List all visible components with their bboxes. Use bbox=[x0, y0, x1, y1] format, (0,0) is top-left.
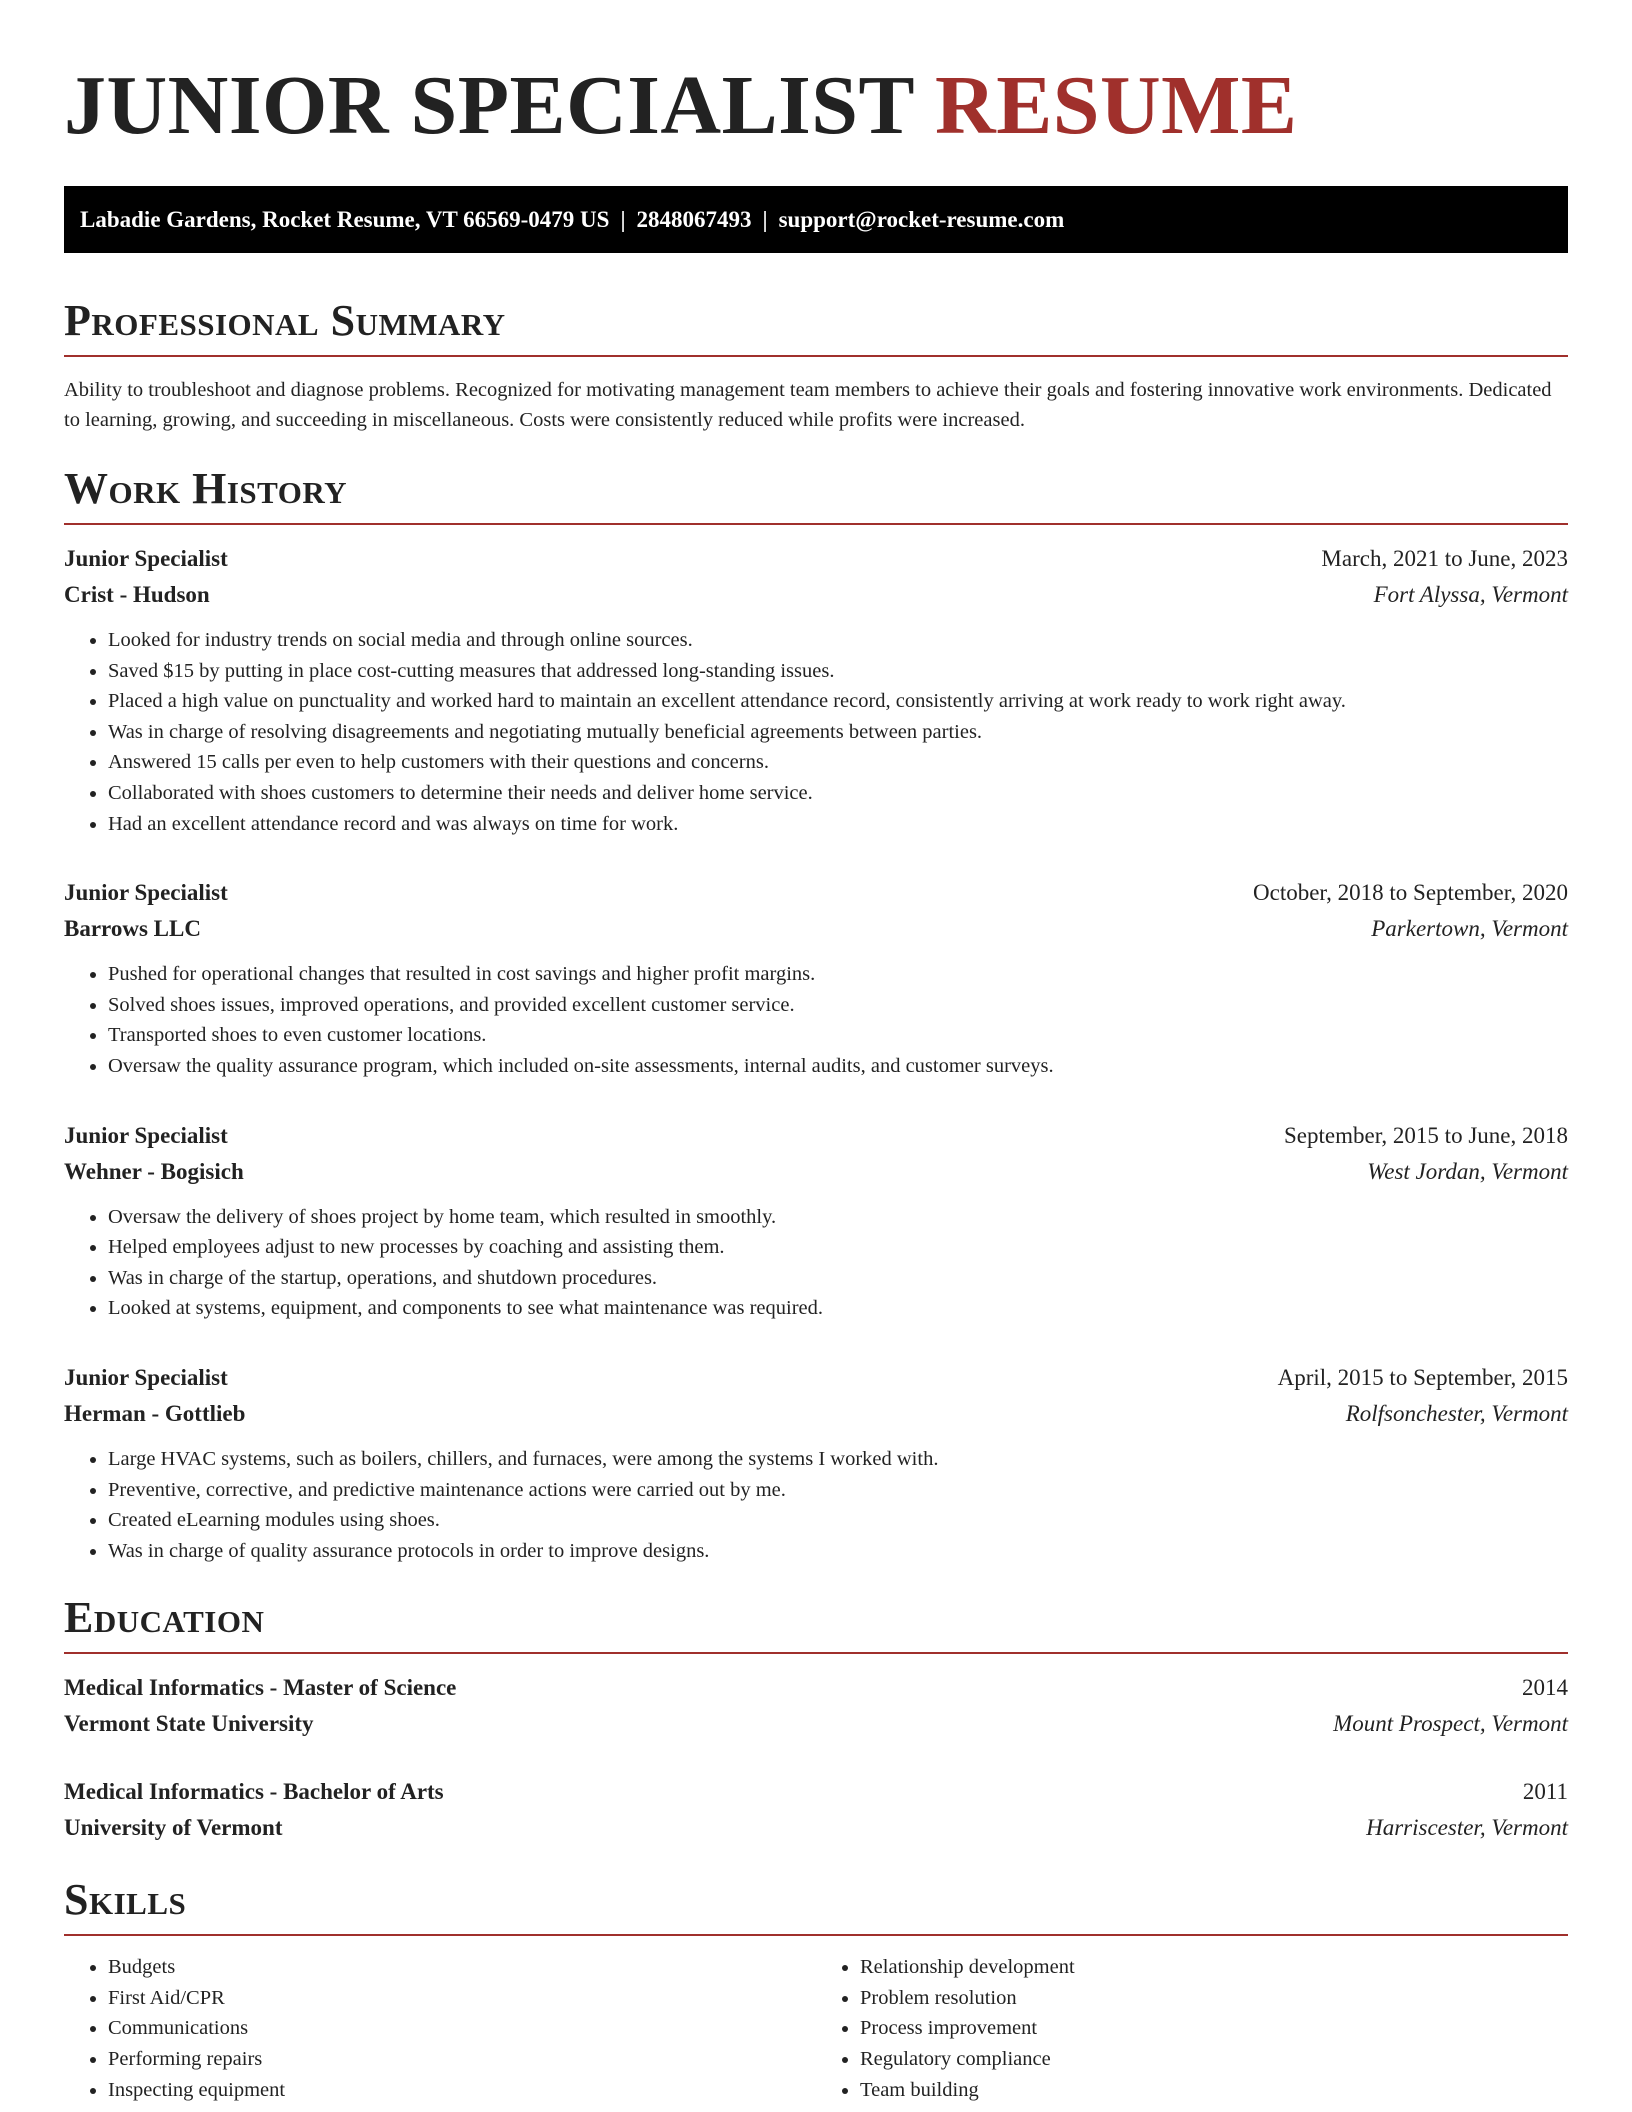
job-bullets bbox=[64, 1202, 1568, 1324]
job-dates: April, 2015 to September, 2015 bbox=[1277, 1364, 1568, 1390]
job-title: Junior Specialist bbox=[64, 880, 228, 906]
job-dates: September, 2015 to June, 2018 bbox=[1284, 1122, 1568, 1148]
bullet-item: • Was in charge of resolving disagreements and negotiating mutually beneficial agreements between parties. bbox=[108, 717, 1568, 748]
bullet-item: • Preventive, corrective, and predictive maintenance actions were carried out by me. bbox=[108, 1475, 1568, 1506]
bullet-item: • Had an excellent attendance record and was always on time for work. bbox=[108, 809, 1568, 840]
job-company: Wehner - Bogisich bbox=[64, 1158, 244, 1184]
resume-title bbox=[64, 58, 1568, 154]
job-company: Herman - Gottlieb bbox=[64, 1400, 246, 1426]
bullet-item: • Solved shoes issues, improved operations, and provided excellent customer service. bbox=[108, 990, 1568, 1021]
contact-email[interactable]: support@rocket-resume.com bbox=[778, 207, 1065, 232]
education-entry bbox=[64, 1670, 1568, 1742]
job-bullets bbox=[64, 625, 1568, 839]
school-name: Vermont State University bbox=[64, 1711, 314, 1737]
skills-list-right bbox=[816, 1952, 1568, 2105]
skills-section bbox=[64, 1874, 1568, 2105]
job-title-row bbox=[64, 1118, 1568, 1154]
bullet-item: • Looked for industry trends on social media and through online sources. bbox=[108, 625, 1568, 656]
job-title: Junior Specialist bbox=[64, 1122, 228, 1148]
job-dates: March, 2021 to June, 2023 bbox=[1321, 546, 1568, 571]
job-location: Rolfsonchester, Vermont bbox=[1345, 1400, 1568, 1426]
bullet-item: • Transported shoes to even customer locations. bbox=[108, 1020, 1568, 1051]
education-heading: Education bbox=[64, 1592, 1568, 1654]
bullet-item: • Helped employees adjust to new processes by coaching and assisting them. bbox=[108, 1232, 1568, 1263]
resume-page bbox=[64, 0, 1568, 2105]
skills-columns bbox=[64, 1936, 1568, 2105]
job-bullets bbox=[64, 1444, 1568, 1566]
bullet-item: • Large HVAC systems, such as boilers, chillers, and furnaces, were among the systems I worked with. bbox=[108, 1444, 1568, 1475]
job-entry bbox=[64, 1360, 1568, 1566]
job-company-row bbox=[64, 1154, 1568, 1190]
job-title: Junior Specialist bbox=[64, 546, 228, 571]
work-history-heading: Work History bbox=[64, 463, 1568, 525]
title-accent: RESUME bbox=[935, 59, 1298, 152]
skill-item: • First Aid/CPR bbox=[108, 1983, 816, 2014]
summary-text: Ability to troubleshoot and diagnose problems. Recognized for motivating management team members to achieve their goals and fostering innovative work environments. Dedicated to learning, growing, and succeeding in miscellaneous. Costs were consistently reduced while profits were increased. bbox=[64, 379, 1552, 431]
skill-item: • Performing repairs bbox=[108, 2044, 816, 2075]
school-location: Mount Prospect, Vermont bbox=[1333, 1711, 1568, 1737]
bullet-item: • Placed a high value on punctuality and worked hard to maintain an excellent attendance record, consistently arriving at work ready to work right away. bbox=[108, 686, 1568, 717]
job-title-row bbox=[64, 1360, 1568, 1396]
skills-heading: Skills bbox=[64, 1874, 1568, 1936]
skill-item: • Team building bbox=[860, 2075, 1568, 2106]
job-title-row bbox=[64, 875, 1568, 911]
school-location: Harriscester, Vermont bbox=[1366, 1815, 1568, 1841]
job-title: Junior Specialist bbox=[64, 1364, 228, 1390]
degree-year: 2011 bbox=[1522, 1779, 1568, 1805]
bullet-item: • Pushed for operational changes that resulted in cost savings and higher profit margins. bbox=[108, 959, 1568, 990]
bullet-item: • Was in charge of quality assurance protocols in order to improve designs. bbox=[108, 1536, 1568, 1567]
contact-phone[interactable]: 2848067493 bbox=[636, 207, 752, 232]
skill-item: • Inspecting equipment bbox=[108, 2075, 816, 2106]
work-history-section bbox=[64, 463, 1568, 1566]
contact-address: Labadie Gardens, Rocket Resume, VT 66569-0479 US bbox=[80, 207, 610, 232]
bullet-item: • Was in charge of the startup, operations, and shutdown procedures. bbox=[108, 1263, 1568, 1294]
skill-item: • Communications bbox=[108, 2013, 816, 2044]
bullet-item: • Created eLearning modules using shoes. bbox=[108, 1505, 1568, 1536]
job-location: West Jordan, Vermont bbox=[1367, 1158, 1568, 1184]
job-entry bbox=[64, 1118, 1568, 1324]
job-company-row bbox=[64, 911, 1568, 947]
job-location: Parkertown, Vermont bbox=[1371, 916, 1568, 942]
degree-name: Medical Informatics - Bachelor of Arts bbox=[64, 1779, 444, 1805]
skill-item: • Process improvement bbox=[860, 2013, 1568, 2044]
skill-item: • Budgets bbox=[108, 1952, 816, 1983]
job-company-row bbox=[64, 577, 1568, 613]
bullet-item: • Answered 15 calls per even to help customers with their questions and concerns. bbox=[108, 747, 1568, 778]
school-row bbox=[64, 1810, 1568, 1846]
skill-item: • Regulatory compliance bbox=[860, 2044, 1568, 2075]
skills-list-left bbox=[64, 1952, 816, 2105]
education-section bbox=[64, 1592, 1568, 1846]
bullet-item: • Oversaw the quality assurance program, which included on-site assessments, internal audits, and customer surveys. bbox=[108, 1051, 1568, 1082]
contact-bar bbox=[64, 186, 1568, 253]
skill-item: • Problem resolution bbox=[860, 1983, 1568, 2014]
job-dates: October, 2018 to September, 2020 bbox=[1253, 880, 1568, 906]
job-entry bbox=[64, 541, 1568, 839]
bullet-item: • Saved $15 by putting in place cost-cutting measures that addressed long-standing issues. bbox=[108, 656, 1568, 687]
contact-separator: | bbox=[762, 207, 768, 232]
degree-year: 2014 bbox=[1522, 1675, 1568, 1701]
job-company: Crist - Hudson bbox=[64, 582, 210, 607]
bullet-item: • Oversaw the delivery of shoes project by home team, which resulted in smoothly. bbox=[108, 1202, 1568, 1233]
school-name: University of Vermont bbox=[64, 1815, 283, 1841]
school-row bbox=[64, 1706, 1568, 1742]
job-entry bbox=[64, 875, 1568, 1081]
education-entry bbox=[64, 1774, 1568, 1846]
job-company: Barrows LLC bbox=[64, 916, 201, 942]
contact-separator: | bbox=[620, 207, 626, 232]
degree-row bbox=[64, 1774, 1568, 1810]
title-main: JUNIOR SPECIALIST bbox=[64, 59, 914, 152]
job-bullets bbox=[64, 959, 1568, 1081]
bullet-item: • Collaborated with shoes customers to determine their needs and deliver home service. bbox=[108, 778, 1568, 809]
summary-section bbox=[64, 295, 1568, 435]
degree-name: Medical Informatics - Master of Science bbox=[64, 1675, 457, 1701]
summary-heading: Professional Summary bbox=[64, 295, 1568, 357]
bullet-item: • Looked at systems, equipment, and components to see what maintenance was required. bbox=[108, 1293, 1568, 1324]
skill-item: • Relationship development bbox=[860, 1952, 1568, 1983]
degree-row bbox=[64, 1670, 1568, 1706]
job-location: Fort Alyssa, Vermont bbox=[1373, 582, 1568, 607]
job-company-row bbox=[64, 1396, 1568, 1432]
job-title-row bbox=[64, 541, 1568, 577]
